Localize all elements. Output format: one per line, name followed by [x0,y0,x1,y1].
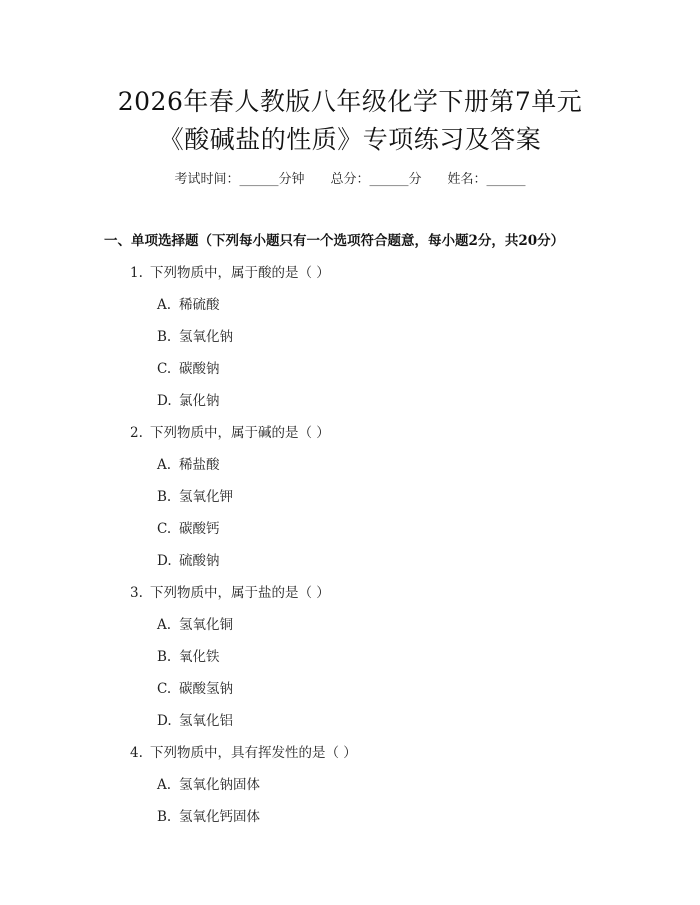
exam-time-field: 考试时间：______分钟 [174,172,305,187]
option-text: 碳酸钙 [179,521,220,537]
question-2 [130,421,330,441]
option-letter: B. [157,329,172,345]
option-3a [157,613,233,633]
option-2d [157,549,220,569]
question-4 [130,741,357,761]
option-letter: D. [157,393,172,409]
option-3d [157,709,233,729]
question-text: 下列物质中，属于盐的是（ ） [150,585,330,601]
question-number: 3. [130,585,143,601]
option-text: 氢氧化钠 [179,329,233,345]
option-3b [157,645,220,665]
option-text: 氯化钠 [179,393,220,409]
total-score-field: 总分：______分 [330,172,422,187]
option-letter: A. [157,617,172,633]
page-title-line-1: 2026年春人教版八年级化学下册第7单元 [117,87,583,116]
option-text: 氢氧化钾 [179,489,233,505]
option-letter: C. [157,361,172,377]
option-text: 碳酸氢钠 [179,681,233,697]
exam-meta [0,168,700,187]
option-2b [157,485,233,505]
option-letter: C. [157,681,172,697]
option-text: 硫酸钠 [179,553,220,569]
option-1d [157,389,220,409]
question-text: 下列物质中，属于碱的是（ ） [150,425,330,441]
option-1c [157,357,220,377]
option-text: 氢氧化钙固体 [179,809,260,825]
question-1 [130,261,330,281]
option-1a [157,293,220,313]
option-2c [157,517,220,537]
option-letter: B. [157,649,172,665]
question-text: 下列物质中，具有挥发性的是（ ） [150,745,357,761]
option-text: 碳酸钠 [179,361,220,377]
option-letter: B. [157,809,172,825]
section-heading-single-choice: 一、单项选择题（下列每小题只有一个选项符合题意，每小题2分，共20分） [104,233,565,249]
option-text: 稀硫酸 [179,297,220,313]
page-title-line-2: 《酸碱盐的性质》专项练习及答案 [158,125,542,154]
option-letter: D. [157,713,172,729]
question-number: 4. [130,745,143,761]
option-letter: D. [157,553,172,569]
option-3c [157,677,233,697]
option-2a [157,453,220,473]
option-text: 稀盐酸 [179,457,220,473]
option-text: 氧化铁 [179,649,220,665]
student-name-field: 姓名：______ [447,172,526,187]
option-letter: A. [157,297,172,313]
question-text: 下列物质中，属于酸的是（ ） [150,265,330,281]
option-4b [157,805,260,825]
option-4a [157,773,260,793]
question-number: 1. [130,265,143,281]
option-letter: A. [157,777,172,793]
option-text: 氢氧化铝 [179,713,233,729]
question-3 [130,581,330,601]
option-1b [157,325,233,345]
option-text: 氢氧化铜 [179,617,233,633]
option-text: 氢氧化钠固体 [179,777,260,793]
option-letter: C. [157,521,172,537]
option-letter: A. [157,457,172,473]
option-letter: B. [157,489,172,505]
question-number: 2. [130,425,143,441]
